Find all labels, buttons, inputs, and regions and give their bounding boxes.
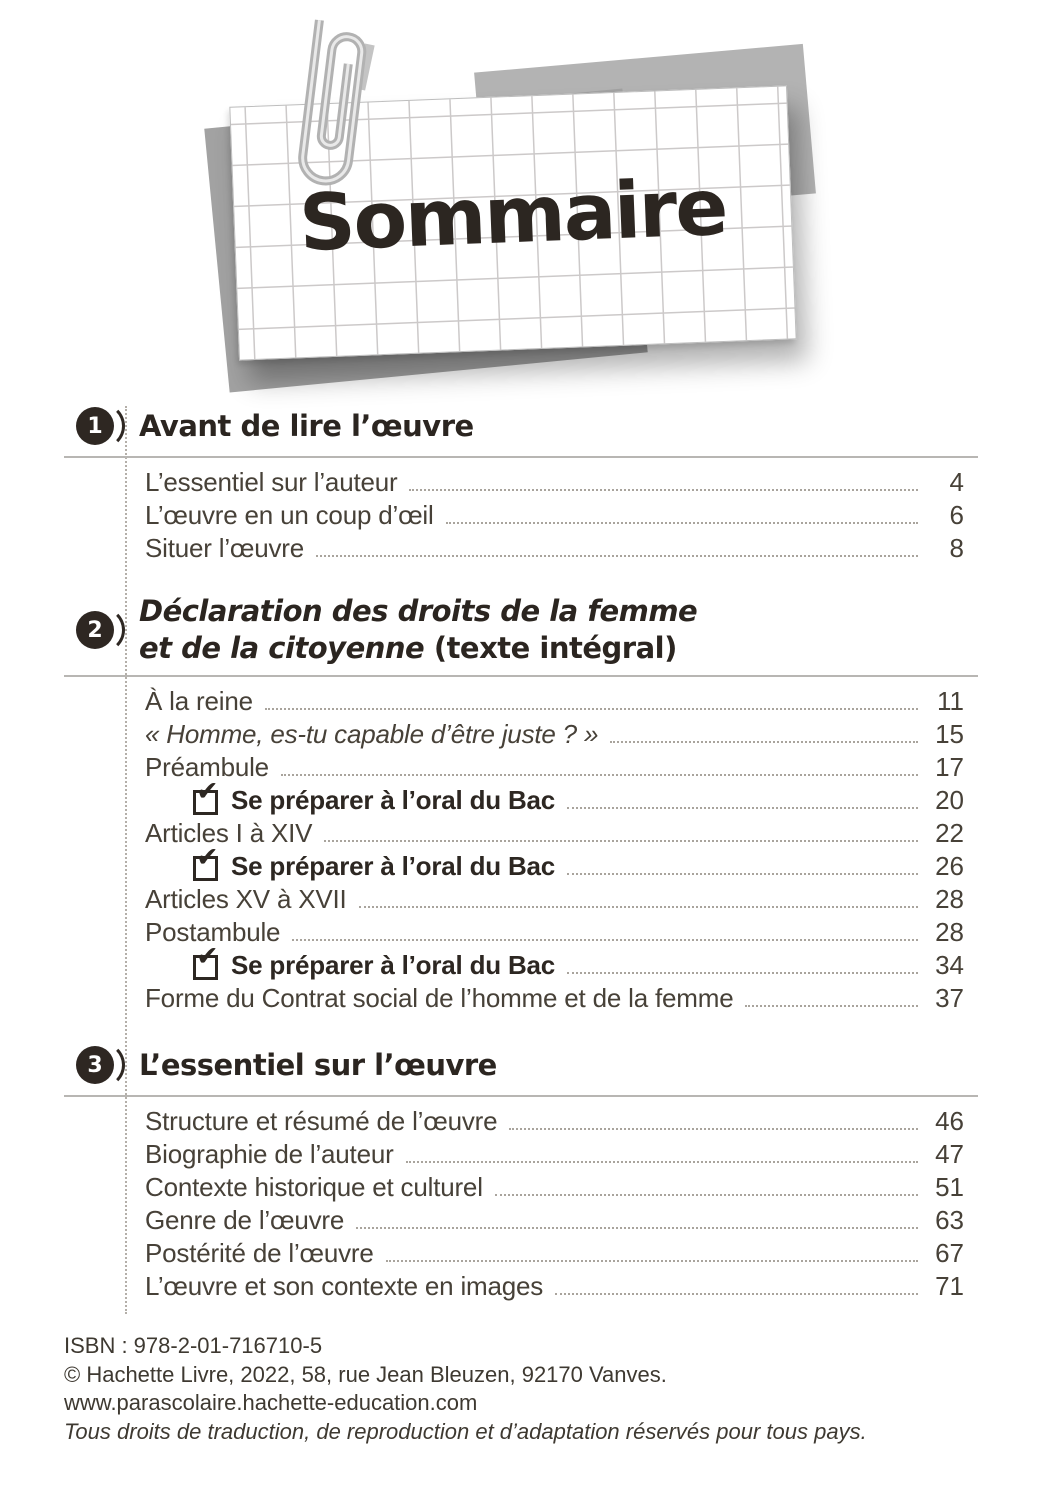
page-number: 47 bbox=[935, 1139, 964, 1169]
page-title: Sommaire bbox=[297, 162, 728, 270]
section-avant-de-lire bbox=[64, 404, 978, 566]
page-number: 51 bbox=[935, 1172, 964, 1202]
website-line: www.parascolaire.hachette-education.com bbox=[64, 1390, 478, 1415]
dot-leader bbox=[567, 807, 918, 809]
dot-leader bbox=[386, 1260, 918, 1262]
toc-entry: Forme du Contrat social de l’homme et de la femme 37 bbox=[145, 983, 964, 1013]
page-number: 15 bbox=[935, 719, 964, 749]
toc-entry: Préambule 17 bbox=[145, 752, 964, 782]
page-number: 67 bbox=[935, 1238, 964, 1268]
section-number-badge: 2 bbox=[76, 611, 114, 649]
toc-entry: Articles I à XIV 22 bbox=[145, 818, 964, 848]
dot-leader bbox=[610, 741, 918, 743]
dot-leader bbox=[265, 708, 918, 710]
dot-leader bbox=[745, 1005, 918, 1007]
dot-leader bbox=[555, 1293, 918, 1295]
checkbox-checked-icon: ✔ bbox=[193, 955, 218, 980]
toc-subentry-bac: ✔ Se préparer à l’oral du Bac 26 bbox=[145, 851, 964, 884]
copyright-line: © Hachette Livre, 2022, 58, rue Jean Bleuzen, 92170 Vanves. bbox=[64, 1361, 667, 1387]
section-declaration bbox=[64, 593, 978, 1016]
section-essentiel-oeuvre bbox=[64, 1043, 978, 1304]
section-number-badge: 3 bbox=[76, 1046, 114, 1084]
toc-entry: Postérité de l’œuvre 67 bbox=[145, 1238, 964, 1268]
toc-entry: Postambule 28 bbox=[145, 917, 964, 947]
page-number: 28 bbox=[935, 917, 964, 947]
dot-leader bbox=[409, 489, 918, 491]
checkbox-checked-icon: ✔ bbox=[193, 856, 218, 881]
isbn-line: ISBN : 978-2-01-716710-5 bbox=[64, 1333, 323, 1358]
page-number: 4 bbox=[949, 467, 964, 497]
page-number: 6 bbox=[949, 500, 964, 530]
page-number: 11 bbox=[937, 686, 964, 716]
dot-leader bbox=[406, 1161, 918, 1163]
section-title: Avant de lire l’œuvre bbox=[139, 408, 474, 443]
page-number: 34 bbox=[935, 950, 964, 980]
dot-leader bbox=[567, 972, 918, 974]
toc-entry: L’œuvre en un coup d’œil 6 bbox=[145, 500, 964, 530]
dot-leader bbox=[281, 774, 918, 776]
dot-leader bbox=[316, 555, 918, 557]
imprint-footer bbox=[64, 1332, 964, 1446]
toc-entry: L’essentiel sur l’auteur 4 bbox=[145, 467, 964, 497]
page-number: 71 bbox=[935, 1271, 964, 1301]
sommaire-note-graphic bbox=[210, 28, 816, 388]
checkbox-checked-icon: ✔ bbox=[193, 790, 218, 815]
dot-leader bbox=[324, 840, 918, 842]
page-number: 17 bbox=[935, 752, 964, 782]
page-number: 8 bbox=[949, 533, 964, 563]
toc-entry: Situer l’œuvre 8 bbox=[145, 533, 964, 563]
dot-leader bbox=[567, 873, 918, 875]
dot-leader bbox=[359, 906, 918, 908]
toc-entry: Genre de l’œuvre 63 bbox=[145, 1205, 964, 1235]
dot-leader bbox=[356, 1227, 918, 1229]
dot-leader bbox=[509, 1128, 918, 1130]
toc-entry: À la reine 11 bbox=[145, 686, 964, 716]
toc-subentry-bac: ✔ Se préparer à l’oral du Bac 20 bbox=[145, 785, 964, 818]
toc-entry: Contexte historique et culturel 51 bbox=[145, 1172, 964, 1202]
page-number: 20 bbox=[935, 785, 964, 815]
page-number: 63 bbox=[935, 1205, 964, 1235]
page-number: 46 bbox=[935, 1106, 964, 1136]
dot-leader bbox=[292, 939, 918, 941]
toc-subentry-bac: ✔ Se préparer à l’oral du Bac 34 bbox=[145, 950, 964, 983]
section-title: L’essentiel sur l’œuvre bbox=[139, 1047, 497, 1082]
page-number: 37 bbox=[935, 983, 964, 1013]
rights-line: Tous droits de traduction, de reproduction et d’adaptation réservés pour tous pays. bbox=[64, 1418, 867, 1444]
section-title: Déclaration des droits de la femme et de la citoyenne (texte intégral) bbox=[139, 594, 698, 665]
toc-entry: « Homme, es-tu capable d’être juste ? » 15 bbox=[145, 719, 964, 749]
toc-entry: Structure et résumé de l’œuvre 46 bbox=[145, 1106, 964, 1136]
page-number: 28 bbox=[935, 884, 964, 914]
table-of-contents bbox=[64, 404, 978, 1331]
dot-leader bbox=[495, 1194, 918, 1196]
page-number: 26 bbox=[935, 851, 964, 881]
section-number-badge: 1 bbox=[76, 407, 114, 445]
toc-entry: Biographie de l’auteur 47 bbox=[145, 1139, 964, 1169]
dot-leader bbox=[446, 522, 918, 524]
page-number: 22 bbox=[935, 818, 964, 848]
toc-entry: Articles XV à XVII 28 bbox=[145, 884, 964, 914]
toc-entry: L’œuvre et son contexte en images 71 bbox=[145, 1271, 964, 1301]
